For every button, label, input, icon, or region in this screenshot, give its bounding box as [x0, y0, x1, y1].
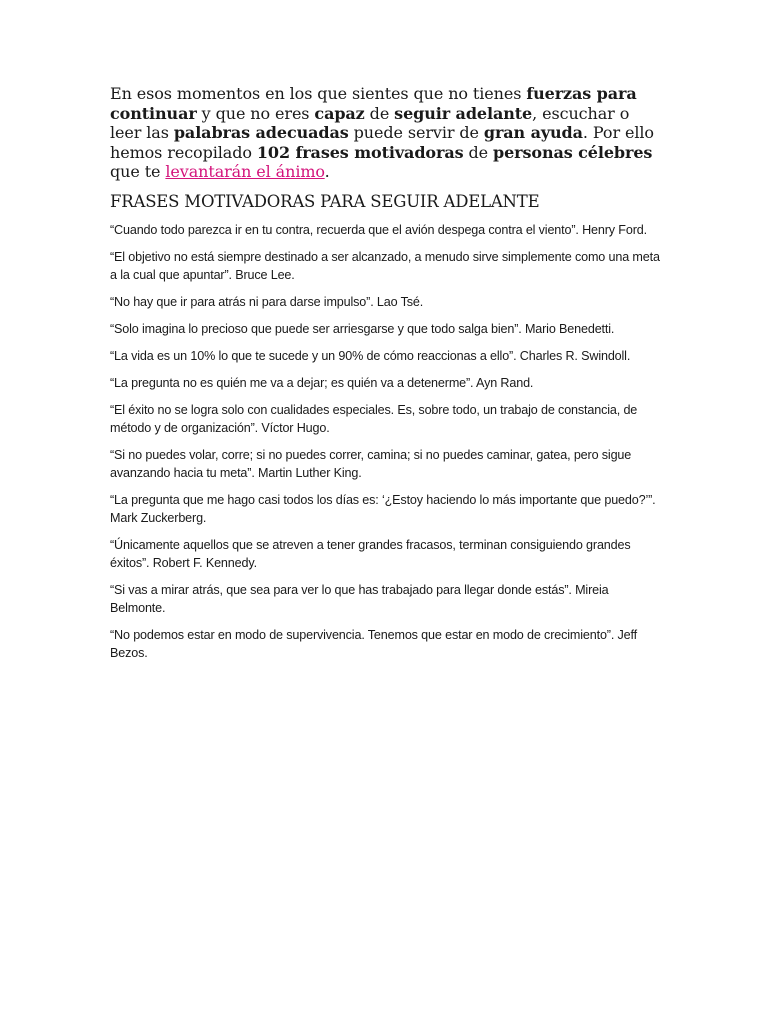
- intro-bold: personas célebres: [492, 142, 653, 162]
- quote-item: “Únicamente aquellos que se atreven a tener grandes fracasos, terminan consiguiendo grandes éxitos”. Robert F. Kennedy.: [110, 537, 631, 570]
- levantaran-animo-link[interactable]: levantarán el ánimo: [165, 162, 325, 181]
- intro-text: de: [364, 103, 395, 123]
- intro-bold: palabras adecuadas: [173, 123, 349, 142]
- intro-bold: seguir adelante: [394, 103, 533, 123]
- intro-text: que te: [110, 162, 166, 181]
- quote-item: “Si vas a mirar atrás, que sea para ver lo que has trabajado para llegar donde estás”. Mireia Belmonte.: [110, 582, 609, 615]
- intro-text: y que no eres: [196, 103, 315, 123]
- intro-text: de: [463, 142, 493, 162]
- intro-text: puede servir de: [348, 123, 484, 142]
- quote-item: “Si no puedes volar, corre; si no puedes correr, camina; si no puedes caminar, gatea, pero sigue avanzando hacia tu meta”. Martin Luther King.: [110, 447, 632, 480]
- intro-text: En esos momentos en los que sientes que no tienes: [110, 84, 527, 103]
- quote-item: “No hay que ir para atrás ni para darse impulso”. Lao Tsé.: [110, 294, 424, 309]
- intro-bold: fuerzas para continuar: [110, 84, 637, 123]
- quote-item: “La pregunta no es quién me va a dejar; es quién va a detenerme”. Ayn Rand.: [110, 375, 534, 390]
- section-heading: FRASES MOTIVADORAS PARA SEGUIR ADELANTE: [110, 191, 540, 211]
- intro-paragraph: [110, 84, 665, 182]
- quote-item: “Cuando todo parezca ir en tu contra, recuerda que el avión despega contra el viento”. Henry Ford.: [110, 222, 647, 237]
- intro-text: .: [324, 162, 330, 181]
- quote-item: “No podemos estar en modo de supervivencia. Tenemos que estar en modo de crecimiento”. Jeff Bezos.: [110, 627, 638, 660]
- quote-item: “La vida es un 10% lo que te sucede y un 90% de cómo reaccionas a ello”. Charles R. Swindoll.: [110, 348, 631, 363]
- intro-text: . Por ello hemos recopilado: [110, 123, 654, 162]
- quotes-list: [110, 221, 665, 662]
- intro-text: , escuchar o leer las: [110, 103, 630, 142]
- intro-bold: capaz: [314, 103, 365, 123]
- document-page: [110, 84, 665, 671]
- quote-item: “El objetivo no está siempre destinado a ser alcanzado, a menudo sirve simplemente como una meta a la cual que apuntar”. Bruce Lee.: [110, 249, 660, 282]
- quote-item: “Solo imagina lo precioso que puede ser arriesgarse y que todo salga bien”. Mario Benedetti.: [110, 321, 615, 336]
- intro-bold: 102 frases motivadoras: [256, 142, 464, 162]
- quote-item: “La pregunta que me hago casi todos los días es: ‘¿Estoy haciendo lo más importante que puedo?’”. Mark Zuckerberg.: [110, 492, 656, 525]
- intro-bold: gran ayuda: [483, 123, 583, 142]
- quote-item: “El éxito no se logra solo con cualidades especiales. Es, sobre todo, un trabajo de constancia, de método y de organización”. Víctor Hugo.: [110, 402, 638, 435]
